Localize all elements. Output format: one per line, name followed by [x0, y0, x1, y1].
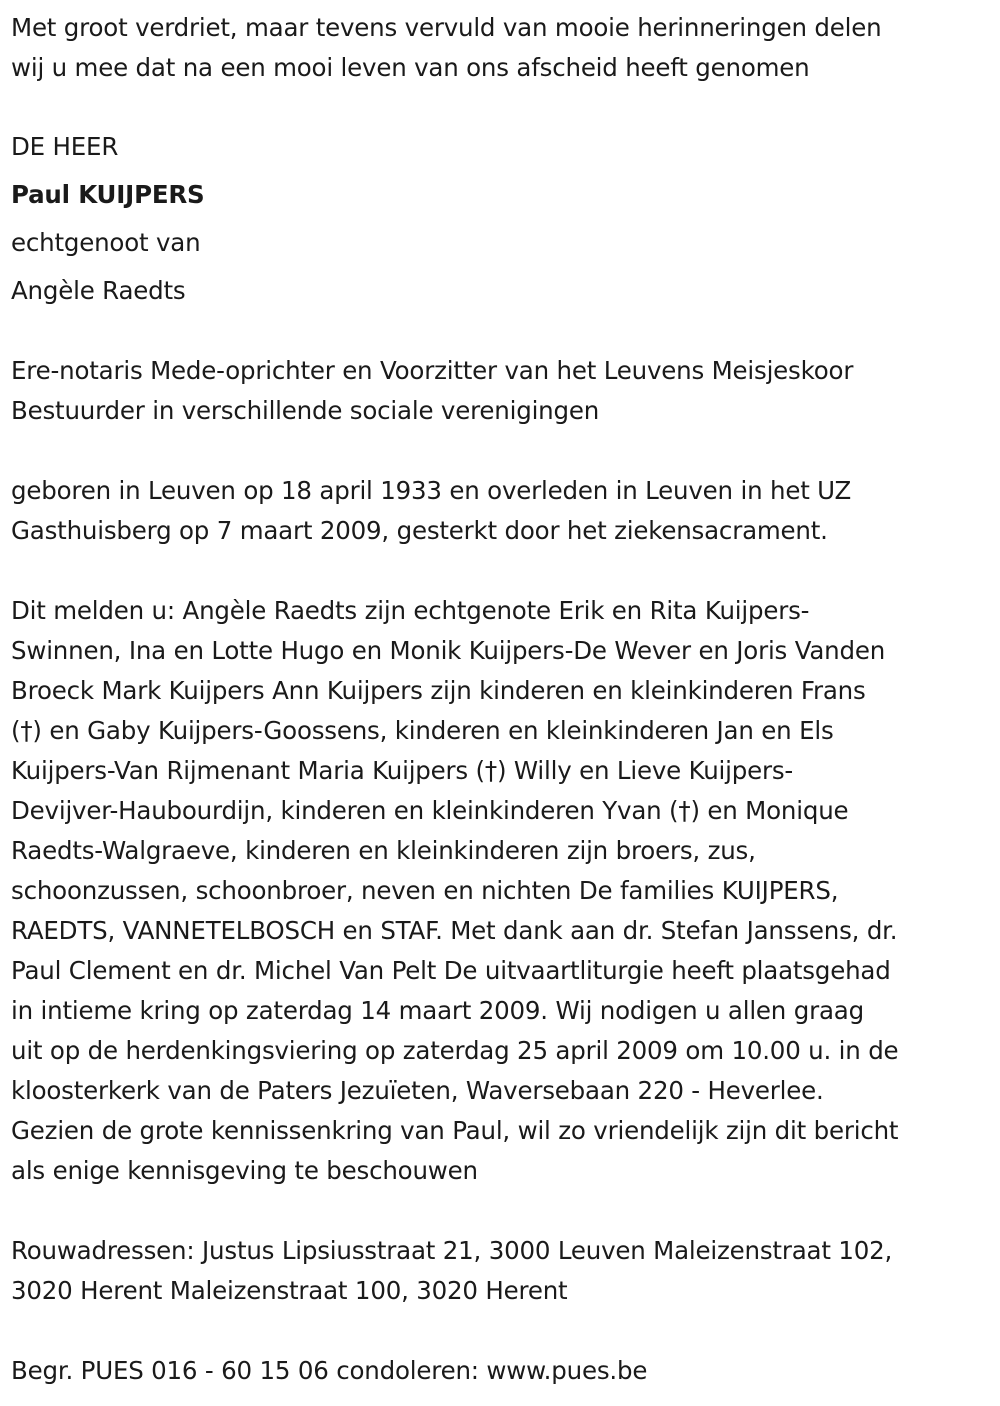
- announcement-line: Raedts-Walgraeve, kinderen en kleinkinderen zijn broers, zus,: [11, 836, 756, 865]
- address-line: 3020 Herent Maleizenstraat 100, 3020 Herent: [11, 1276, 568, 1305]
- announcement-line: uit op de herdenkingsviering op zaterdag 25 april 2009 om 10.00 u. in de: [11, 1036, 899, 1065]
- announcement-line: Kuijpers-Van Rijmenant Maria Kuijpers (†) Willy en Lieve Kuijpers-: [11, 756, 794, 785]
- announcement-line: (†) en Gaby Kuijpers-Goossens, kinderen en kleinkinderen Jan en Els: [11, 716, 834, 745]
- announcement-line: als enige kennisgeving te beschouwen: [11, 1156, 478, 1185]
- deceased-name: Paul KUIJPERS: [11, 180, 205, 209]
- intro-line: Met groot verdriet, maar tevens vervuld van mooie herinneringen delen: [11, 13, 882, 42]
- address-line: Rouwadressen: Justus Lipsiusstraat 21, 3000 Leuven Maleizenstraat 102,: [11, 1236, 893, 1265]
- function-line: Bestuurder in verschillende sociale verenigingen: [11, 396, 600, 425]
- announcement-line: kloosterkerk van de Paters Jezuïeten, Waversebaan 220 - Heverlee.: [11, 1076, 824, 1105]
- birth-death-line: geboren in Leuven op 18 april 1933 en overleden in Leuven in het UZ: [11, 476, 852, 505]
- intro-line: wij u mee dat na een mooi leven van ons afscheid heeft genomen: [11, 53, 810, 82]
- announcement-line: Dit melden u: Angèle Raedts zijn echtgenote Erik en Rita Kuijpers-: [11, 596, 810, 625]
- honorific: DE HEER: [11, 132, 119, 161]
- funeral-contact: Begr. PUES 016 - 60 15 06 condoleren: www.pues.be: [11, 1356, 648, 1385]
- announcement-line: in intieme kring op zaterdag 14 maart 2009. Wij nodigen u allen graag: [11, 996, 864, 1025]
- spouse-name: Angèle Raedts: [11, 276, 186, 305]
- announcement-line: Gezien de grote kennissenkring van Paul, wil zo vriendelijk zijn dit bericht: [11, 1116, 899, 1145]
- announcement-line: schoonzussen, schoonbroer, neven en nichten De families KUIJPERS,: [11, 876, 839, 905]
- birth-death-line: Gasthuisberg op 7 maart 2009, gesterkt door het ziekensacrament.: [11, 516, 828, 545]
- announcement-line: Devijver-Haubourdijn, kinderen en kleinkinderen Yvan (†) en Monique: [11, 796, 849, 825]
- function-line: Ere-notaris Mede-oprichter en Voorzitter van het Leuvens Meisjeskoor: [11, 356, 854, 385]
- announcement-line: Paul Clement en dr. Michel Van Pelt De uitvaartliturgie heeft plaatsgehad: [11, 956, 891, 985]
- announcement-line: Broeck Mark Kuijpers Ann Kuijpers zijn kinderen en kleinkinderen Frans: [11, 676, 866, 705]
- announcement-line: Swinnen, Ina en Lotte Hugo en Monik Kuijpers-De Wever en Joris Vanden: [11, 636, 886, 665]
- relation: echtgenoot van: [11, 228, 201, 257]
- announcement-line: RAEDTS, VANNETELBOSCH en STAF. Met dank aan dr. Stefan Janssens, dr.: [11, 916, 898, 945]
